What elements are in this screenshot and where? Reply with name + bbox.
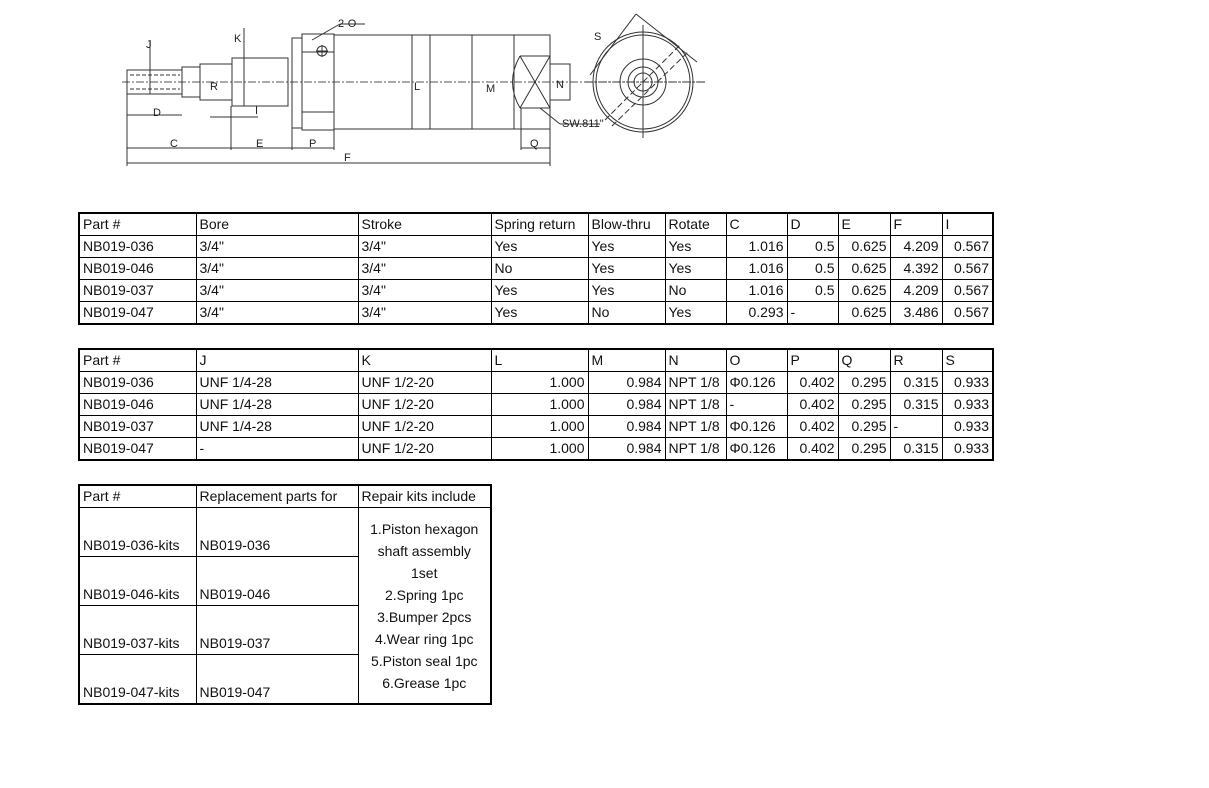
- kit-content-line: 4.Wear ring 1pc: [374, 630, 474, 647]
- dim-label-I: I: [255, 105, 259, 117]
- cell: -: [890, 416, 942, 438]
- repair-kits-table: [78, 484, 492, 705]
- part-number-cell: NB019-046: [79, 258, 196, 280]
- kit-content-line: 1set: [411, 564, 438, 581]
- cell: 0.625: [838, 236, 890, 258]
- header-cell: S: [942, 349, 993, 372]
- cell: UNF 1/4-28: [196, 394, 358, 416]
- cell: 0.984: [588, 394, 665, 416]
- dim-label-E: E: [256, 138, 264, 150]
- cell: 0.402: [787, 438, 838, 461]
- kit-content-line: 2.Spring 1pc: [384, 586, 464, 603]
- table-row: [79, 508, 491, 557]
- cylinder-technical-drawing: [100, 0, 720, 180]
- cell: 3/4": [358, 258, 491, 280]
- cell: 0.293: [726, 302, 787, 325]
- dim-label-R: R: [210, 81, 218, 93]
- dim-label-N: N: [556, 79, 564, 91]
- cell: -: [726, 394, 787, 416]
- cell: UNF 1/2-20: [358, 416, 491, 438]
- cell: 1.016: [726, 280, 787, 302]
- header-cell: Part #: [79, 485, 196, 508]
- header-cell: M: [588, 349, 665, 372]
- kit-content-line: 5.Piston seal 1pc: [370, 652, 478, 669]
- dim-label-L: L: [414, 81, 421, 93]
- header-cell: N: [665, 349, 726, 372]
- header-cell: Part #: [79, 213, 196, 236]
- cell: -: [196, 438, 358, 461]
- cell: 0.315: [890, 372, 942, 394]
- cell: UNF 1/2-20: [358, 438, 491, 461]
- cell: 4.209: [890, 236, 942, 258]
- cell: 0.933: [942, 372, 993, 394]
- repair-kits-table-body: [79, 485, 491, 704]
- cell: 0.567: [942, 236, 993, 258]
- cell: 0.315: [890, 394, 942, 416]
- table-row: [79, 258, 993, 280]
- part-number-cell: NB019-047: [79, 438, 196, 461]
- header-cell: Rotate: [665, 213, 726, 236]
- cell: 0.933: [942, 416, 993, 438]
- kit-content-line: 3.Bumper 2pcs: [377, 608, 472, 625]
- cell: 1.016: [726, 236, 787, 258]
- dimensions-table: [78, 348, 994, 461]
- cell: NPT 1/8: [665, 438, 726, 461]
- cell: UNF 1/2-20: [358, 372, 491, 394]
- header-cell: D: [787, 213, 838, 236]
- kit-content-line: 6.Grease 1pc: [382, 674, 467, 691]
- cell: 1.016: [726, 258, 787, 280]
- cell: 0.933: [942, 438, 993, 461]
- cell: 0.984: [588, 438, 665, 461]
- cell: 0.567: [942, 302, 993, 325]
- cell: 0.933: [942, 394, 993, 416]
- kit-part-number-cell: NB019-046-kits: [79, 557, 196, 606]
- cell: 0.315: [890, 438, 942, 461]
- dim-label-J: J: [146, 39, 152, 51]
- cell: 0.402: [787, 416, 838, 438]
- cell: No: [588, 302, 665, 325]
- kits-header-row: [79, 485, 491, 508]
- cell: 0.567: [942, 280, 993, 302]
- specs-table: [78, 212, 994, 325]
- table-row: [79, 302, 993, 325]
- kit-part-number-cell: NB019-037-kits: [79, 606, 196, 655]
- cell: 3/4": [196, 236, 358, 258]
- dim-label-M: M: [486, 83, 496, 95]
- cell: 1.000: [491, 416, 588, 438]
- cell: No: [665, 280, 726, 302]
- table-row: [79, 416, 993, 438]
- cell: Yes: [665, 302, 726, 325]
- dim-label-F: F: [344, 152, 351, 164]
- part-number-cell: NB019-037: [79, 416, 196, 438]
- dim-label-Q: Q: [530, 138, 539, 150]
- header-cell: Part #: [79, 349, 196, 372]
- cell: Yes: [491, 280, 588, 302]
- specs-header-row: [79, 213, 993, 236]
- kit-content-line: 1.Piston hexagon: [370, 520, 479, 537]
- dimensions-header-row: [79, 349, 993, 372]
- kit-content-line: shaft assembly: [377, 542, 471, 559]
- cell: 0.295: [838, 416, 890, 438]
- cell: Yes: [665, 258, 726, 280]
- cell: Φ0.126: [726, 438, 787, 461]
- cell: 3/4": [196, 302, 358, 325]
- cell: 0.295: [838, 394, 890, 416]
- cell: UNF 1/2-20: [358, 394, 491, 416]
- cell: 1.000: [491, 394, 588, 416]
- dim-label-sw: SW.811": [562, 118, 604, 130]
- cell: 0.567: [942, 258, 993, 280]
- header-cell: Repair kits include: [358, 485, 491, 508]
- header-cell: Spring return: [491, 213, 588, 236]
- cell: 0.5: [787, 236, 838, 258]
- cell: 0.402: [787, 394, 838, 416]
- cell: 1.000: [491, 372, 588, 394]
- table-row: [79, 372, 993, 394]
- cell: UNF 1/4-28: [196, 372, 358, 394]
- cell: NPT 1/8: [665, 372, 726, 394]
- cell: Yes: [665, 236, 726, 258]
- cell: NPT 1/8: [665, 394, 726, 416]
- cell: 0.625: [838, 258, 890, 280]
- cell: NPT 1/8: [665, 416, 726, 438]
- part-number-cell: NB019-046: [79, 394, 196, 416]
- part-number-cell: NB019-036: [79, 236, 196, 258]
- cell: 4.209: [890, 280, 942, 302]
- cell: 3/4": [196, 258, 358, 280]
- part-number-cell: NB019-037: [79, 280, 196, 302]
- header-cell: O: [726, 349, 787, 372]
- kit-part-number-cell: NB019-036-kits: [79, 508, 196, 557]
- table-row: [79, 236, 993, 258]
- table-row: [79, 280, 993, 302]
- header-cell: C: [726, 213, 787, 236]
- header-cell: L: [491, 349, 588, 372]
- cell: 0.5: [787, 258, 838, 280]
- header-cell: Stroke: [358, 213, 491, 236]
- specs-table-body: [79, 213, 993, 324]
- header-cell: J: [196, 349, 358, 372]
- cell: Yes: [491, 302, 588, 325]
- cell: 0.295: [838, 372, 890, 394]
- replacement-for-cell: NB019-037: [196, 606, 358, 655]
- cell: 3/4": [358, 280, 491, 302]
- header-cell: P: [787, 349, 838, 372]
- cell: 0.984: [588, 416, 665, 438]
- cell: 3.486: [890, 302, 942, 325]
- dim-label-S: S: [594, 31, 602, 43]
- cell: 0.5: [787, 280, 838, 302]
- header-cell: Blow-thru: [588, 213, 665, 236]
- table-row: [79, 438, 993, 461]
- cell: 3/4": [358, 236, 491, 258]
- cell: No: [491, 258, 588, 280]
- cell: 3/4": [196, 280, 358, 302]
- cell: 0.402: [787, 372, 838, 394]
- dim-label-K: K: [234, 33, 242, 45]
- cell: Yes: [588, 280, 665, 302]
- header-cell: Q: [838, 349, 890, 372]
- cell: -: [787, 302, 838, 325]
- header-cell: K: [358, 349, 491, 372]
- cell: UNF 1/4-28: [196, 416, 358, 438]
- cell: 4.392: [890, 258, 942, 280]
- replacement-for-cell: NB019-047: [196, 655, 358, 705]
- dim-label-D: D: [153, 107, 161, 119]
- cell: Φ0.126: [726, 416, 787, 438]
- cell: 1.000: [491, 438, 588, 461]
- header-cell: F: [890, 213, 942, 236]
- dim-label-P: P: [309, 138, 317, 150]
- replacement-for-cell: NB019-046: [196, 557, 358, 606]
- header-cell: R: [890, 349, 942, 372]
- dimensions-table-body: [79, 349, 993, 460]
- kit-part-number-cell: NB019-047-kits: [79, 655, 196, 705]
- cell: Yes: [491, 236, 588, 258]
- part-number-cell: NB019-036: [79, 372, 196, 394]
- header-cell: Replacement parts for: [196, 485, 358, 508]
- cell: Yes: [588, 236, 665, 258]
- cell: 3/4": [358, 302, 491, 325]
- cell: 0.625: [838, 302, 890, 325]
- part-number-cell: NB019-047: [79, 302, 196, 325]
- dim-label-C: C: [170, 138, 178, 150]
- header-cell: E: [838, 213, 890, 236]
- repair-kit-contents: [358, 508, 491, 705]
- cell: Yes: [588, 258, 665, 280]
- header-cell: Bore: [196, 213, 358, 236]
- cell: 0.984: [588, 372, 665, 394]
- dim-label-2-O: 2-O: [338, 18, 357, 30]
- table-row: [79, 394, 993, 416]
- header-cell: I: [942, 213, 993, 236]
- cell: 0.295: [838, 438, 890, 461]
- cell: Φ0.126: [726, 372, 787, 394]
- replacement-for-cell: NB019-036: [196, 508, 358, 557]
- cell: 0.625: [838, 280, 890, 302]
